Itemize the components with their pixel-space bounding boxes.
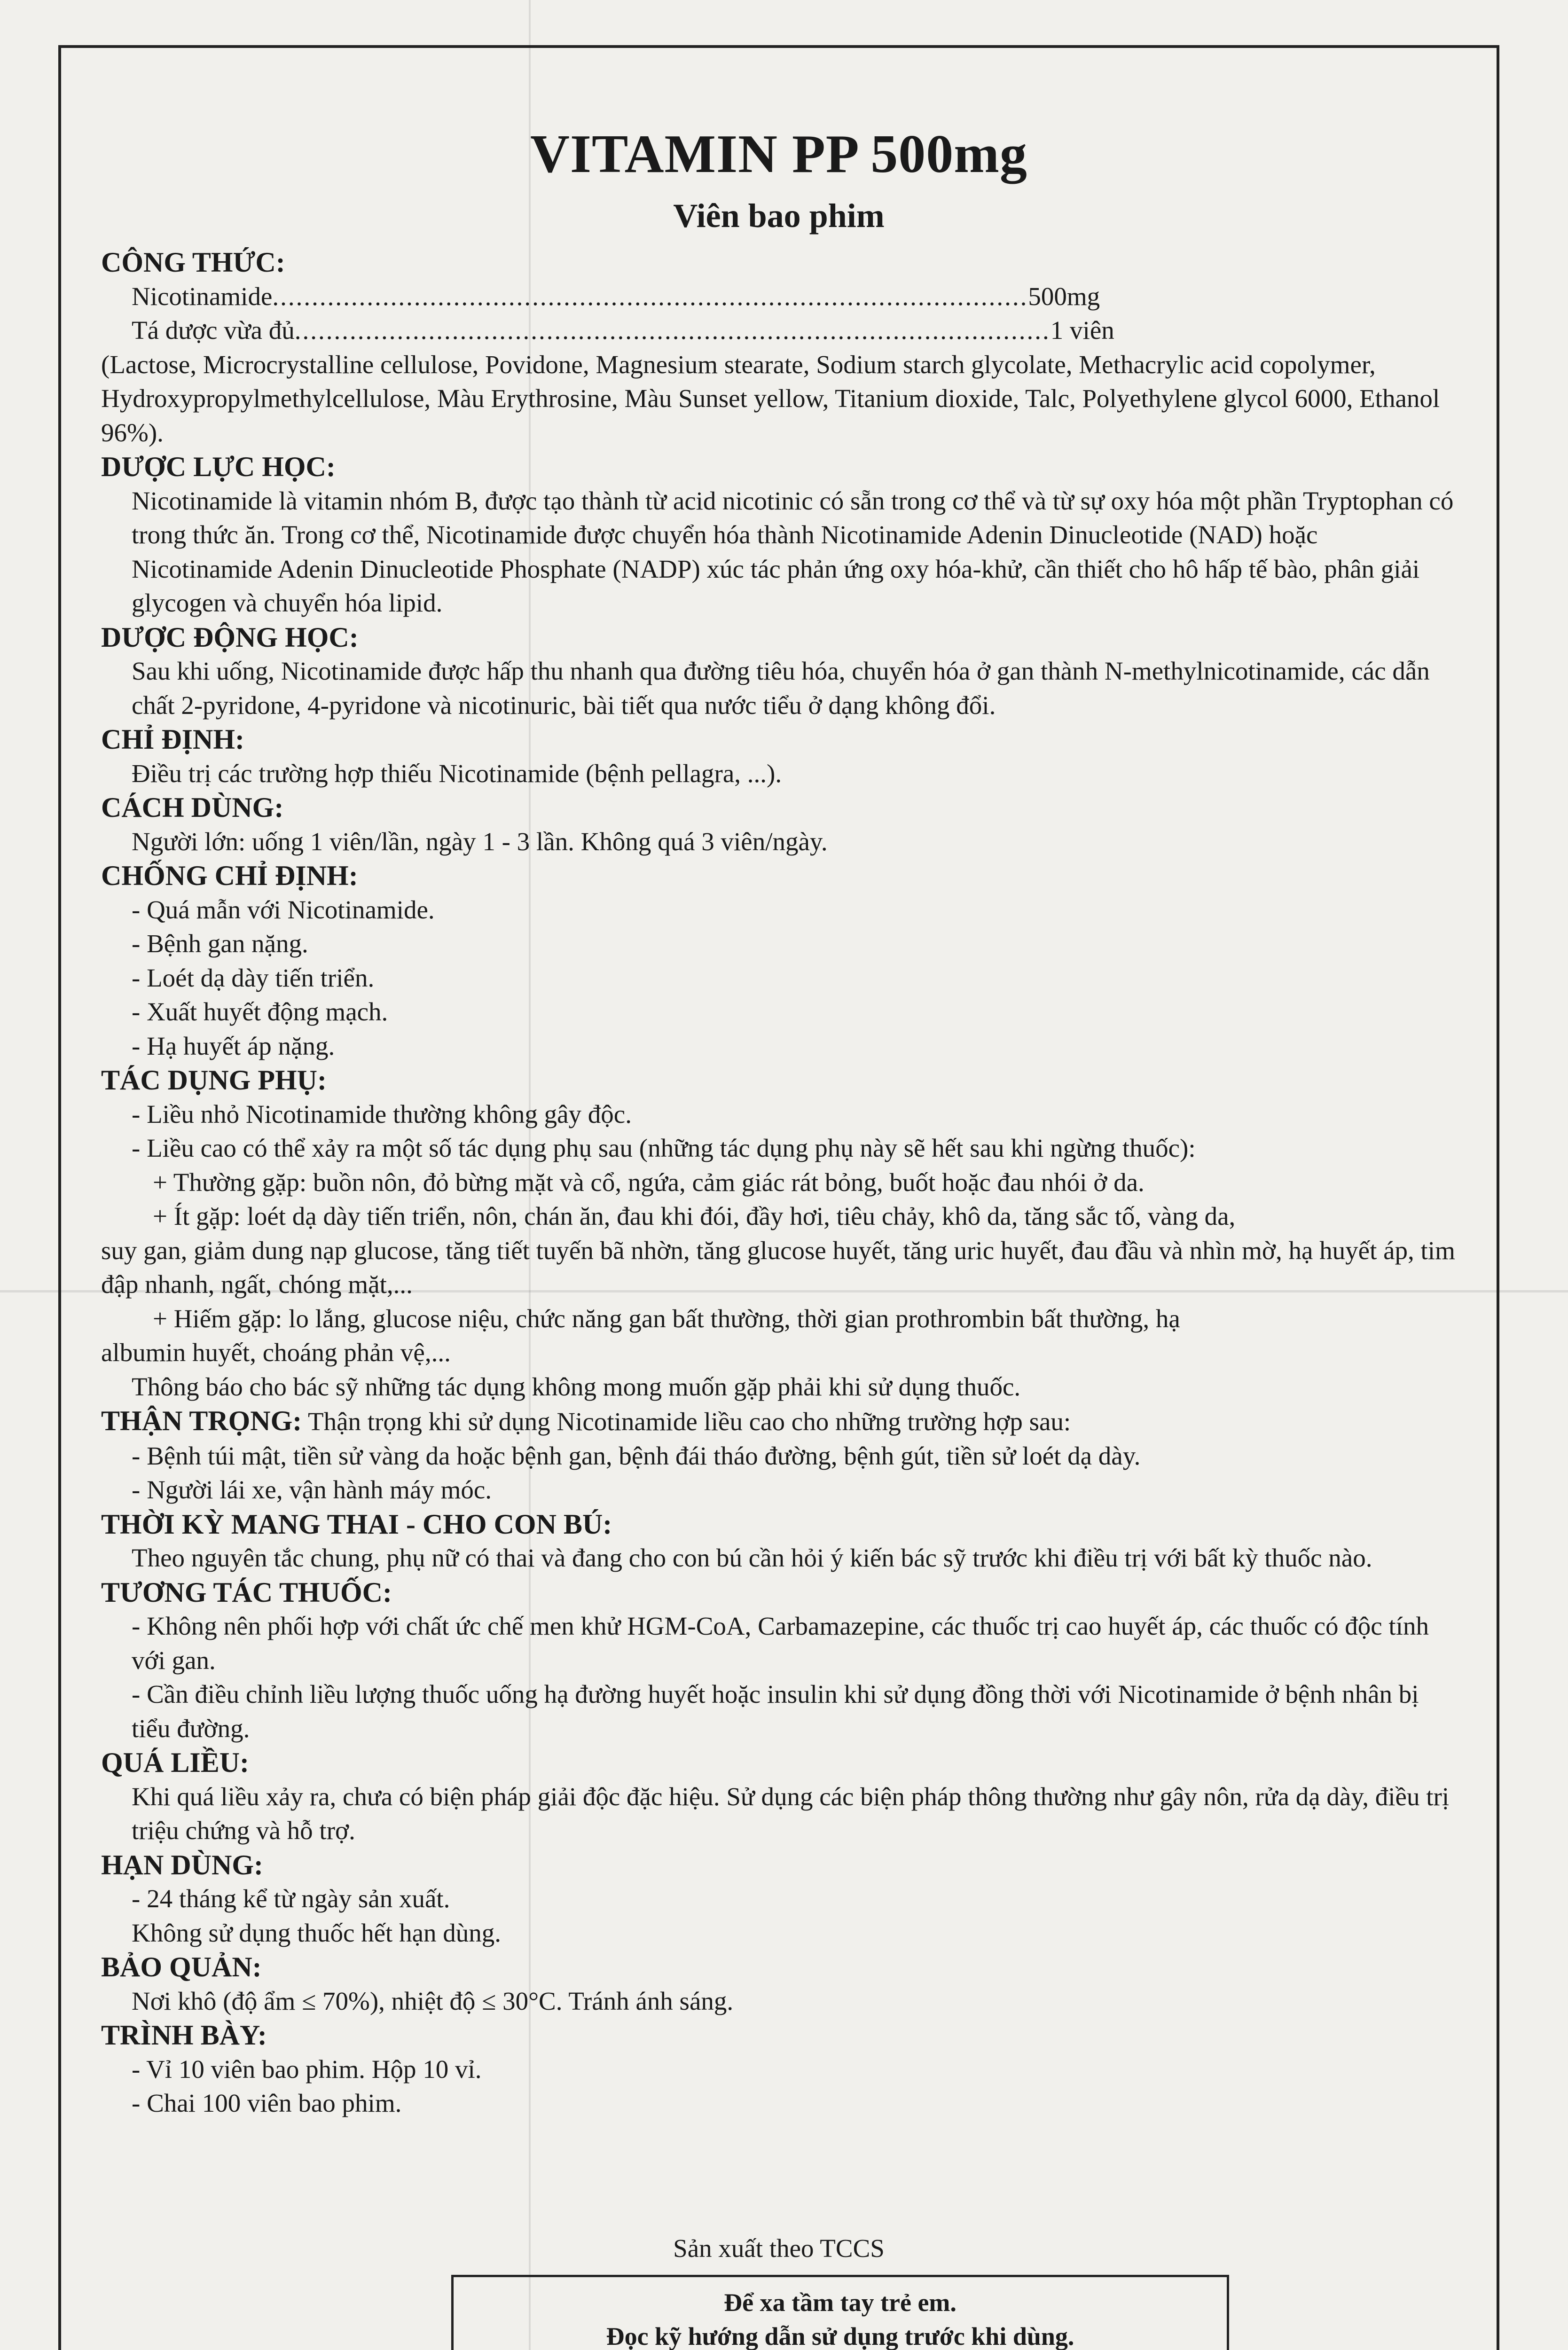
side-effects-rare-cont: albumin huyết, choáng phản vệ,...: [101, 1338, 451, 1367]
side-effects-line: - Liều cao có thể xảy ra một số tác dụng phụ sau (những tác dụng phụ này sẽ hết sau khi ngừng thuốc):: [132, 1134, 1196, 1162]
side-effects-rare: + Hiếm gặp: lo lắng, glucose niệu, chức năng gan bất thường, thời gian prothrombin bất thường, hạ: [153, 1304, 1180, 1333]
side-effects-heading: TÁC DỤNG PHỤ:: [101, 1065, 327, 1096]
precaution-item: - Bệnh túi mật, tiền sử vàng da hoặc bệnh gan, bệnh đái tháo đường, bệnh gút, tiền sử loét dạ dày.: [132, 1441, 1141, 1470]
pharmacokinetics-heading: DƯỢC ĐỘNG HỌC:: [101, 621, 359, 653]
precautions-intro: Thận trọng khi sử dụng Nicotinamide liều cao cho những trường hợp sau:: [308, 1407, 1071, 1436]
storage-heading: BẢO QUẢN:: [101, 1951, 262, 1982]
side-effects-common: + Thường gặp: buồn nôn, đỏ bừng mặt và cổ, ngứa, cảm giác rát bỏng, buốt hoặc đau nhói ở da.: [153, 1167, 1145, 1197]
formula-excipients: (Lactose, Microcrystalline cellulose, Povidone, Magnesium stearate, Sodium starch glycolate, Methacrylic acid copolymer, Hydroxypropylmethylcellulose, Màu Erythrosine, Màu Sunset yellow, Titanium dioxide, Talc, Polyethylene glycol 6000, Ethanol 96%).: [101, 350, 1440, 447]
indications-text: Điều trị các trường hợp thiếu Nicotinamide (bệnh pellagra, ...).: [132, 759, 782, 788]
pharmacokinetics-text: Sau khi uống, Nicotinamide được hấp thu nhanh qua đường tiêu hóa, chuyển hóa ở gan thành N-methylnicotinamide, các dẫn chất 2-pyridone, 4-pyridone và nicotinuric, bài tiết qua nước tiểu ở dạng không đổi.: [132, 657, 1430, 720]
shelf-life-item: Không sử dụng thuốc hết hạn dùng.: [132, 1918, 501, 1947]
overdose-heading: QUÁ LIỀU:: [101, 1747, 250, 1778]
formula-row-active: [101, 280, 1100, 314]
formula-excipient-label: Tá dược vừa đủ: [132, 316, 295, 345]
formula-heading: CÔNG THỨC:: [101, 247, 285, 278]
presentation-item: - Chai 100 viên bao phim.: [132, 2089, 402, 2117]
storage-text: Nơi khô (độ ẩm ≤ 70%), nhiệt độ ≤ 30°C. Tránh ánh sáng.: [132, 1986, 734, 2015]
side-effects-uncommon: + Ít gặp: loét dạ dày tiến triển, nôn, chán ăn, đau khi đói, đầy hơi, tiêu chảy, khô da, tăng sắc tố, vàng da,: [153, 1202, 1236, 1230]
formula-row-excipient: [101, 313, 1114, 348]
shelf-life-item: - 24 tháng kể từ ngày sản xuất.: [132, 1884, 450, 1913]
dosage-heading: CÁCH DÙNG:: [101, 792, 284, 823]
precautions-heading: THẬN TRỌNG:: [101, 1405, 302, 1436]
contraindication-item: - Loét dạ dày tiến triển.: [132, 963, 375, 992]
dosage-text: Người lớn: uống 1 viên/lần, ngày 1 - 3 lần. Không quá 3 viên/ngày.: [132, 827, 828, 856]
dot-leader: ................................................................................................: [272, 282, 1028, 311]
dot-leader: ................................................................................................: [294, 316, 1051, 345]
contraindications-heading: CHỐNG CHỈ ĐỊNH:: [101, 860, 358, 891]
manufacturing-standard: Sản xuất theo TCCS: [673, 2234, 885, 2263]
contraindication-item: - Hạ huyết áp nặng.: [132, 1031, 335, 1060]
warning-line: Đọc kỹ hướng dẫn sử dụng trước khi dùng.: [606, 2322, 1074, 2350]
side-effects-line: - Liều nhỏ Nicotinamide thường không gây độc.: [132, 1099, 632, 1128]
contraindication-item: - Xuất huyết động mạch.: [132, 997, 388, 1026]
interaction-item: - Không nên phối hợp với chất ức chế men khử HGM-CoA, Carbamazepine, các thuốc trị cao huyết áp, các thuốc có độc tính với gan.: [132, 1612, 1429, 1675]
leaflet-body: [101, 245, 1459, 2121]
product-title: VITAMIN PP 500mg: [530, 124, 1027, 184]
shelf-life-heading: HẠN DÙNG:: [101, 1849, 263, 1880]
pharmacodynamics-heading: DƯỢC LỰC HỌC:: [101, 451, 336, 482]
pregnancy-heading: THỜI KỲ MANG THAI - CHO CON BÚ:: [101, 1508, 612, 1540]
precaution-item: - Người lái xe, vận hành máy móc.: [132, 1475, 492, 1504]
warning-line: Để xa tầm tay trẻ em.: [724, 2288, 956, 2317]
pregnancy-text: Theo nguyên tắc chung, phụ nữ có thai và đang cho con bú cần hỏi ý kiến bác sỹ trước khi điều trị với bất kỳ thuốc nào.: [132, 1543, 1372, 1572]
precautions-line: [101, 1404, 1459, 1439]
overdose-text: Khi quá liều xảy ra, chưa có biện pháp giải độc đặc hiệu. Sử dụng các biện pháp thông thường như gây nôn, rửa dạ dày, điều trị triệu chứng và hỗ trợ.: [132, 1782, 1450, 1845]
interactions-heading: TƯƠNG TÁC THUỐC:: [101, 1576, 392, 1608]
contraindication-item: - Bệnh gan nặng.: [132, 929, 308, 958]
formula-active-label: Nicotinamide: [132, 282, 273, 311]
indications-heading: CHỈ ĐỊNH:: [101, 724, 245, 755]
pharmacodynamics-text: Nicotinamide là vitamin nhóm B, được tạo thành từ acid nicotinic có sẵn trong cơ thể và từ sự oxy hóa một phần Tryptophan có trong thức ăn. Trong cơ thể, Nicotinamide được chuyển hóa thành Nicotinamide Adenin Dinucleotide (NAD) hoặc Nicotinamide Adenin Dinucleotide Phosphate (NADP) xúc tác phản ứng oxy hóa-khử, cần thiết cho hô hấp tế bào, phân giải glycogen và chuyển hóa lipid.: [132, 486, 1454, 617]
product-subtitle: Viên bao phim: [673, 197, 885, 235]
leaflet-frame: [58, 45, 1499, 2350]
side-effects-notice: Thông báo cho bác sỹ những tác dụng không mong muốn gặp phải khi sử dụng thuốc.: [132, 1372, 1021, 1401]
contraindication-item: - Quá mẫn với Nicotinamide.: [132, 895, 435, 924]
formula-excipient-value: 1 viên: [1050, 316, 1114, 345]
interaction-item: - Cần điều chỉnh liều lượng thuốc uống hạ đường huyết hoặc insulin khi sử dụng đồng thời với Nicotinamide ở bệnh nhân bị tiểu đường.: [132, 1680, 1419, 1743]
presentation-heading: TRÌNH BÀY:: [101, 2020, 267, 2051]
warning-box: [451, 2275, 1229, 2350]
formula-active-value: 500mg: [1028, 282, 1100, 311]
presentation-item: - Vỉ 10 viên bao phim. Hộp 10 vỉ.: [132, 2054, 482, 2084]
side-effects-uncommon-cont: suy gan, giảm dung nạp glucose, tăng tiết tuyến bã nhờn, tăng glucose huyết, tăng uric huyết, đau đầu và nhìn mờ, hạ huyết áp, tim đập nhanh, ngất, chóng mặt,...: [101, 1236, 1455, 1299]
